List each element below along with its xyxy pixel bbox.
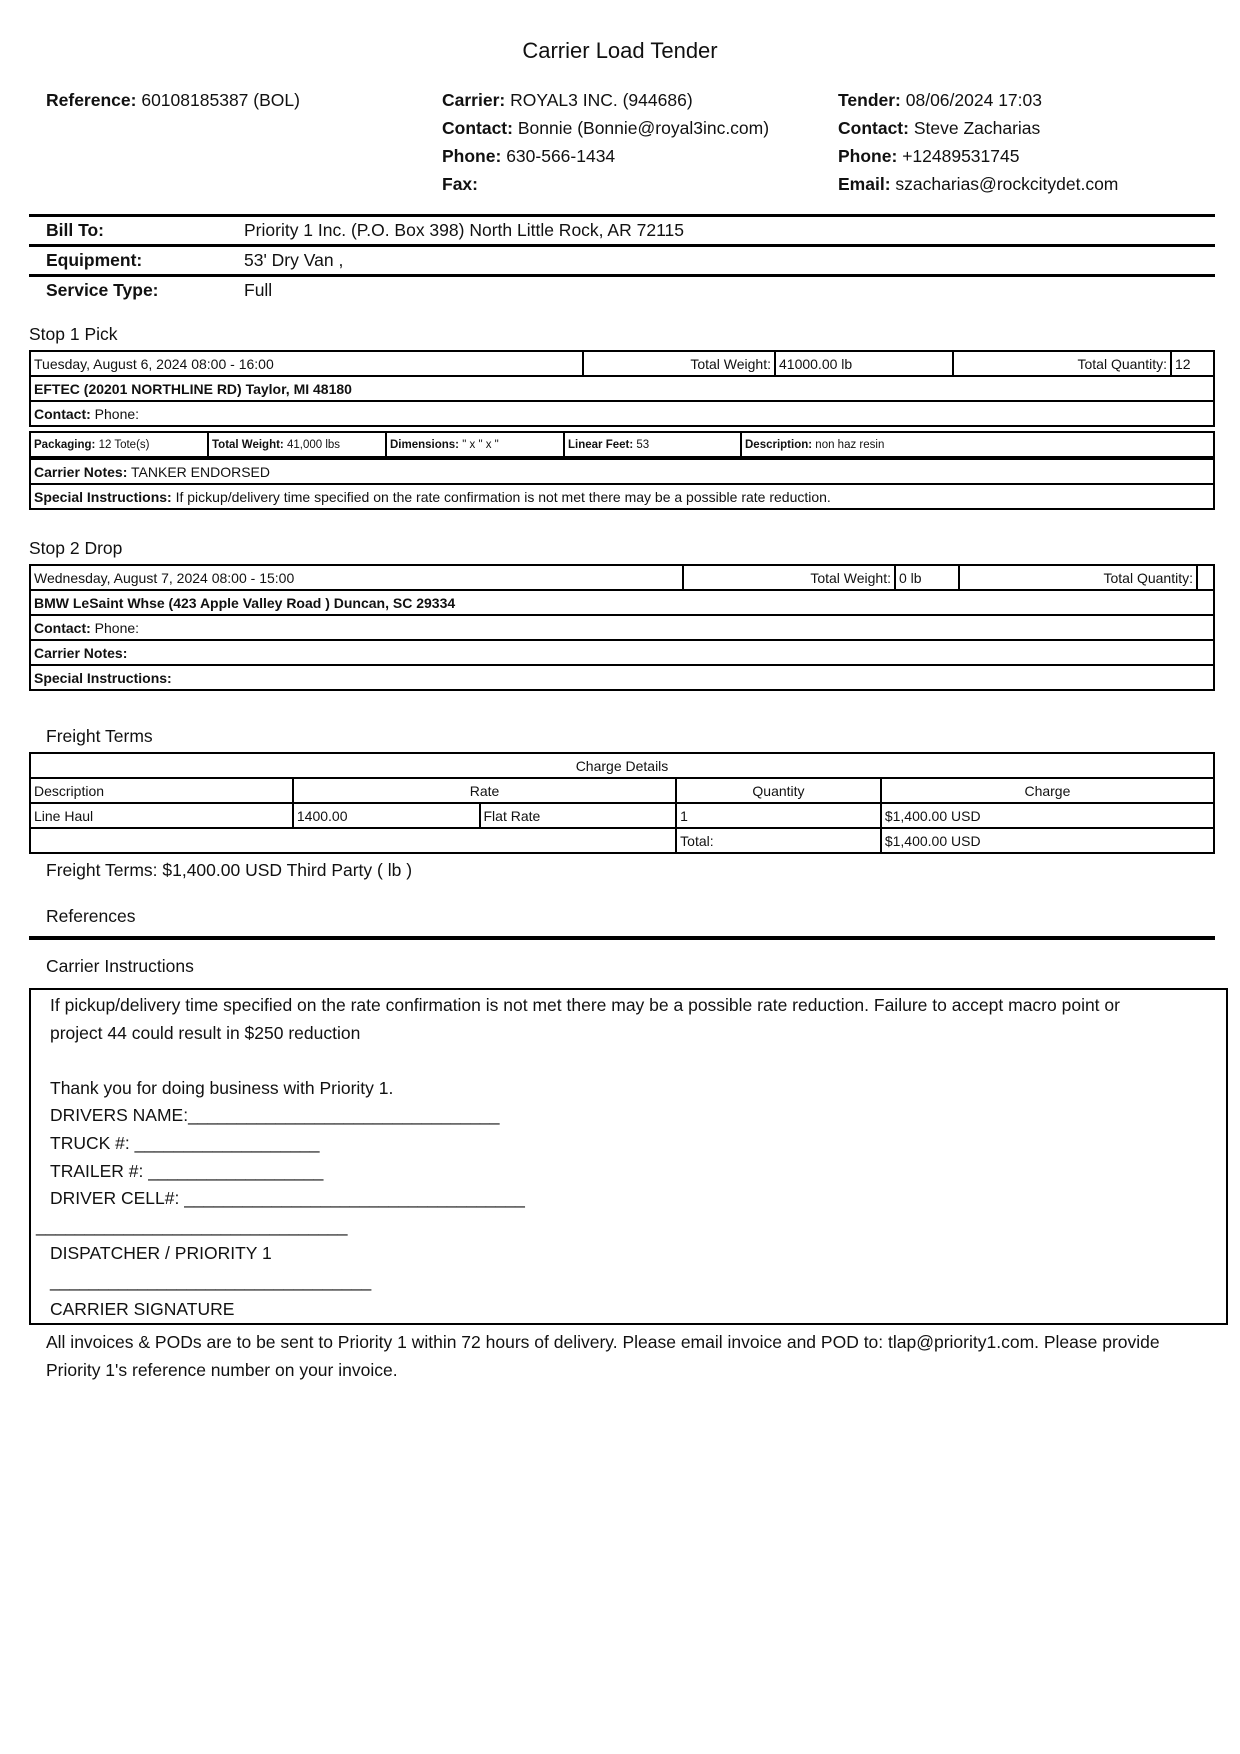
equipment-label: Equipment: [46, 250, 143, 270]
row-description: Line Haul [30, 803, 293, 828]
instruction-line: Thank you for doing business with Priority 1. [50, 1077, 394, 1098]
carrier-phone-value: 630-566-1434 [506, 146, 616, 166]
stop1-date: Tuesday, August 6, 2024 08:00 - 16:00 [30, 351, 583, 376]
charge-details-header [30, 753, 1214, 778]
dispatcher-label: DISPATCHER / PRIORITY 1 [50, 1243, 272, 1264]
tender-contact-value: Steve Zacharias [913, 118, 1041, 138]
invoice-footer-note: All invoices & PODs are to be sent to Priority 1 within 72 hours of delivery. Please email invoice and POD to: tlap@priority1.com. Please provide Priority 1's reference number on your invoice. [46, 1332, 1160, 1380]
stop1-linear-feet: Linear Feet: 53 [564, 432, 741, 457]
row-rate: 1400.00 [293, 803, 480, 828]
carrier-contact-value: Bonnie (Bonnie@royal3inc.com) [517, 118, 770, 138]
stop1-special-instructions: Special Instructions: If pickup/delivery time specified on the rate confirmation is not met there may be a possible rate reduction. [30, 484, 1214, 509]
instruction-line: If pickup/delivery time specified on the rate confirmation is not met there may be a possible rate reduction. Failure to accept macro point or [50, 995, 1120, 1015]
tender-label: Tender: [838, 90, 901, 110]
stop1-contact-row [30, 401, 1214, 426]
instruction-line: project 44 could result in $250 reduction [50, 1022, 361, 1043]
stop1-packaging-table [29, 431, 1215, 458]
carrier-signature-label: CARRIER SIGNATURE [50, 1298, 235, 1319]
stop1-weight-label: Total Weight: [583, 351, 775, 376]
carrier-fax-label: Fax: [442, 174, 478, 194]
tender-phone-value: +12489531745 [902, 146, 1020, 166]
total-label: Total: [676, 828, 881, 853]
tender-email-label: Email: [838, 174, 891, 194]
stop2-quantity-value [1197, 565, 1214, 590]
drivers-name-line: DRIVERS NAME:________________________________ [50, 1105, 500, 1126]
equipment-value: 53' Dry Van , [244, 250, 344, 270]
stop1-carrier-notes: Carrier Notes: TANKER ENDORSED [30, 459, 1214, 484]
total-row [30, 828, 1214, 853]
tender-email-value: szacharias@rockcitydet.com [895, 174, 1119, 194]
stop2-special-row [30, 665, 1214, 690]
carrier-instructions-box [29, 988, 1228, 1325]
stop1-dimensions: Dimensions: " x " x " [386, 432, 564, 457]
freight-terms-summary: Freight Terms: $1,400.00 USD Third Party ( lb ) [46, 860, 413, 880]
charge-details-title: Charge Details [30, 753, 1214, 778]
stop2-date: Wednesday, August 7, 2024 08:00 - 15:00 [30, 565, 683, 590]
driver-cell-line: DRIVER CELL#: ___________________________________ [50, 1188, 525, 1209]
carrier-block [442, 86, 769, 198]
charge-columns-row [30, 778, 1214, 803]
service-type-value: Full [244, 280, 273, 300]
stop1-weight-value: 41000.00 lb [775, 351, 953, 376]
charge-details-table [29, 752, 1215, 854]
row-quantity: 1 [676, 803, 881, 828]
stop1-packaging: Packaging: 12 Tote(s) [30, 432, 208, 457]
row-rate-type: Flat Rate [480, 803, 677, 828]
stop1-heading: Stop 1 Pick [29, 324, 118, 344]
stop1-description: Description: non haz resin [741, 432, 1214, 457]
stop1-packaging-row [30, 432, 1214, 457]
reference-label: Reference: [46, 90, 137, 110]
references-heading: References [46, 906, 136, 926]
stop2-date-row [30, 565, 1214, 590]
bill-to-label: Bill To: [46, 220, 104, 240]
carrier-phone-label: Phone: [442, 146, 502, 166]
total-spacer [30, 828, 676, 853]
stop1-carrier-notes-row [30, 459, 1214, 484]
stop2-contact-row [30, 615, 1214, 640]
carrier-label: Carrier: [442, 90, 506, 110]
reference-block [46, 86, 300, 114]
stop1-total-weight: Total Weight: 41,000 lbs [208, 432, 386, 457]
bill-to-value: Priority 1 Inc. (P.O. Box 398) North Little Rock, AR 72115 [244, 220, 684, 240]
stop2-weight-label: Total Weight: [683, 565, 895, 590]
stop1-location: EFTEC (20201 NORTHLINE RD) Taylor, MI 48180 [30, 376, 1214, 401]
stop2-carrier-notes: Carrier Notes: [30, 640, 1214, 665]
stop2-contact: Contact: Phone: [30, 615, 1214, 640]
col-quantity: Quantity [676, 778, 881, 803]
tender-block [838, 86, 1118, 198]
instruction-line [50, 1047, 1220, 1075]
stop1-contact: Contact: Phone: [30, 401, 1214, 426]
stop2-table [29, 564, 1215, 691]
stop1-table [29, 350, 1215, 427]
stop1-quantity-value: 12 [1171, 351, 1214, 376]
stop2-weight-value: 0 lb [895, 565, 959, 590]
bill-info-table [29, 214, 1215, 304]
carrier-contact-label: Contact: [442, 118, 513, 138]
stop2-carrier-notes-row [30, 640, 1214, 665]
total-value: $1,400.00 USD [881, 828, 1214, 853]
row-charge: $1,400.00 USD [881, 803, 1214, 828]
bill-to-row [29, 217, 1215, 247]
carrier-value: ROYAL3 INC. (944686) [510, 90, 693, 110]
stop2-special-instructions: Special Instructions: [30, 665, 1214, 690]
service-type-row [29, 277, 1215, 304]
col-charge: Charge [881, 778, 1214, 803]
stop1-quantity-label: Total Quantity: [953, 351, 1171, 376]
tender-contact-label: Contact: [838, 118, 909, 138]
stop1-location-row [30, 376, 1214, 401]
stop2-quantity-label: Total Quantity: [959, 565, 1197, 590]
stop2-heading: Stop 2 Drop [29, 538, 123, 558]
stop1-date-row [30, 351, 1214, 376]
line-haul-row [30, 803, 1214, 828]
page-title: Carrier Load Tender [522, 38, 718, 63]
tender-phone-label: Phone: [838, 146, 898, 166]
tender-value: 08/06/2024 17:03 [905, 90, 1042, 110]
references-divider [29, 936, 1215, 940]
col-description: Description [30, 778, 293, 803]
reference-value: 60108185387 (BOL) [141, 90, 300, 110]
col-rate: Rate [293, 778, 676, 803]
stop1-special-row [30, 484, 1214, 509]
trailer-line: TRAILER #: __________________ [50, 1160, 324, 1181]
stop1-notes-table [29, 458, 1215, 510]
service-type-label: Service Type: [46, 280, 159, 300]
equipment-row [29, 247, 1215, 277]
stop2-location-row [30, 590, 1214, 615]
stop2-location: BMW LeSaint Whse (423 Apple Valley Road ) Duncan, SC 29334 [30, 590, 1214, 615]
carrier-signature-line: _________________________________ [50, 1270, 372, 1291]
freight-terms-heading: Freight Terms [46, 726, 153, 746]
dispatcher-signature-line: ________________________________ [36, 1215, 348, 1236]
carrier-instructions-heading: Carrier Instructions [46, 956, 194, 976]
truck-line: TRUCK #: ___________________ [50, 1132, 320, 1153]
